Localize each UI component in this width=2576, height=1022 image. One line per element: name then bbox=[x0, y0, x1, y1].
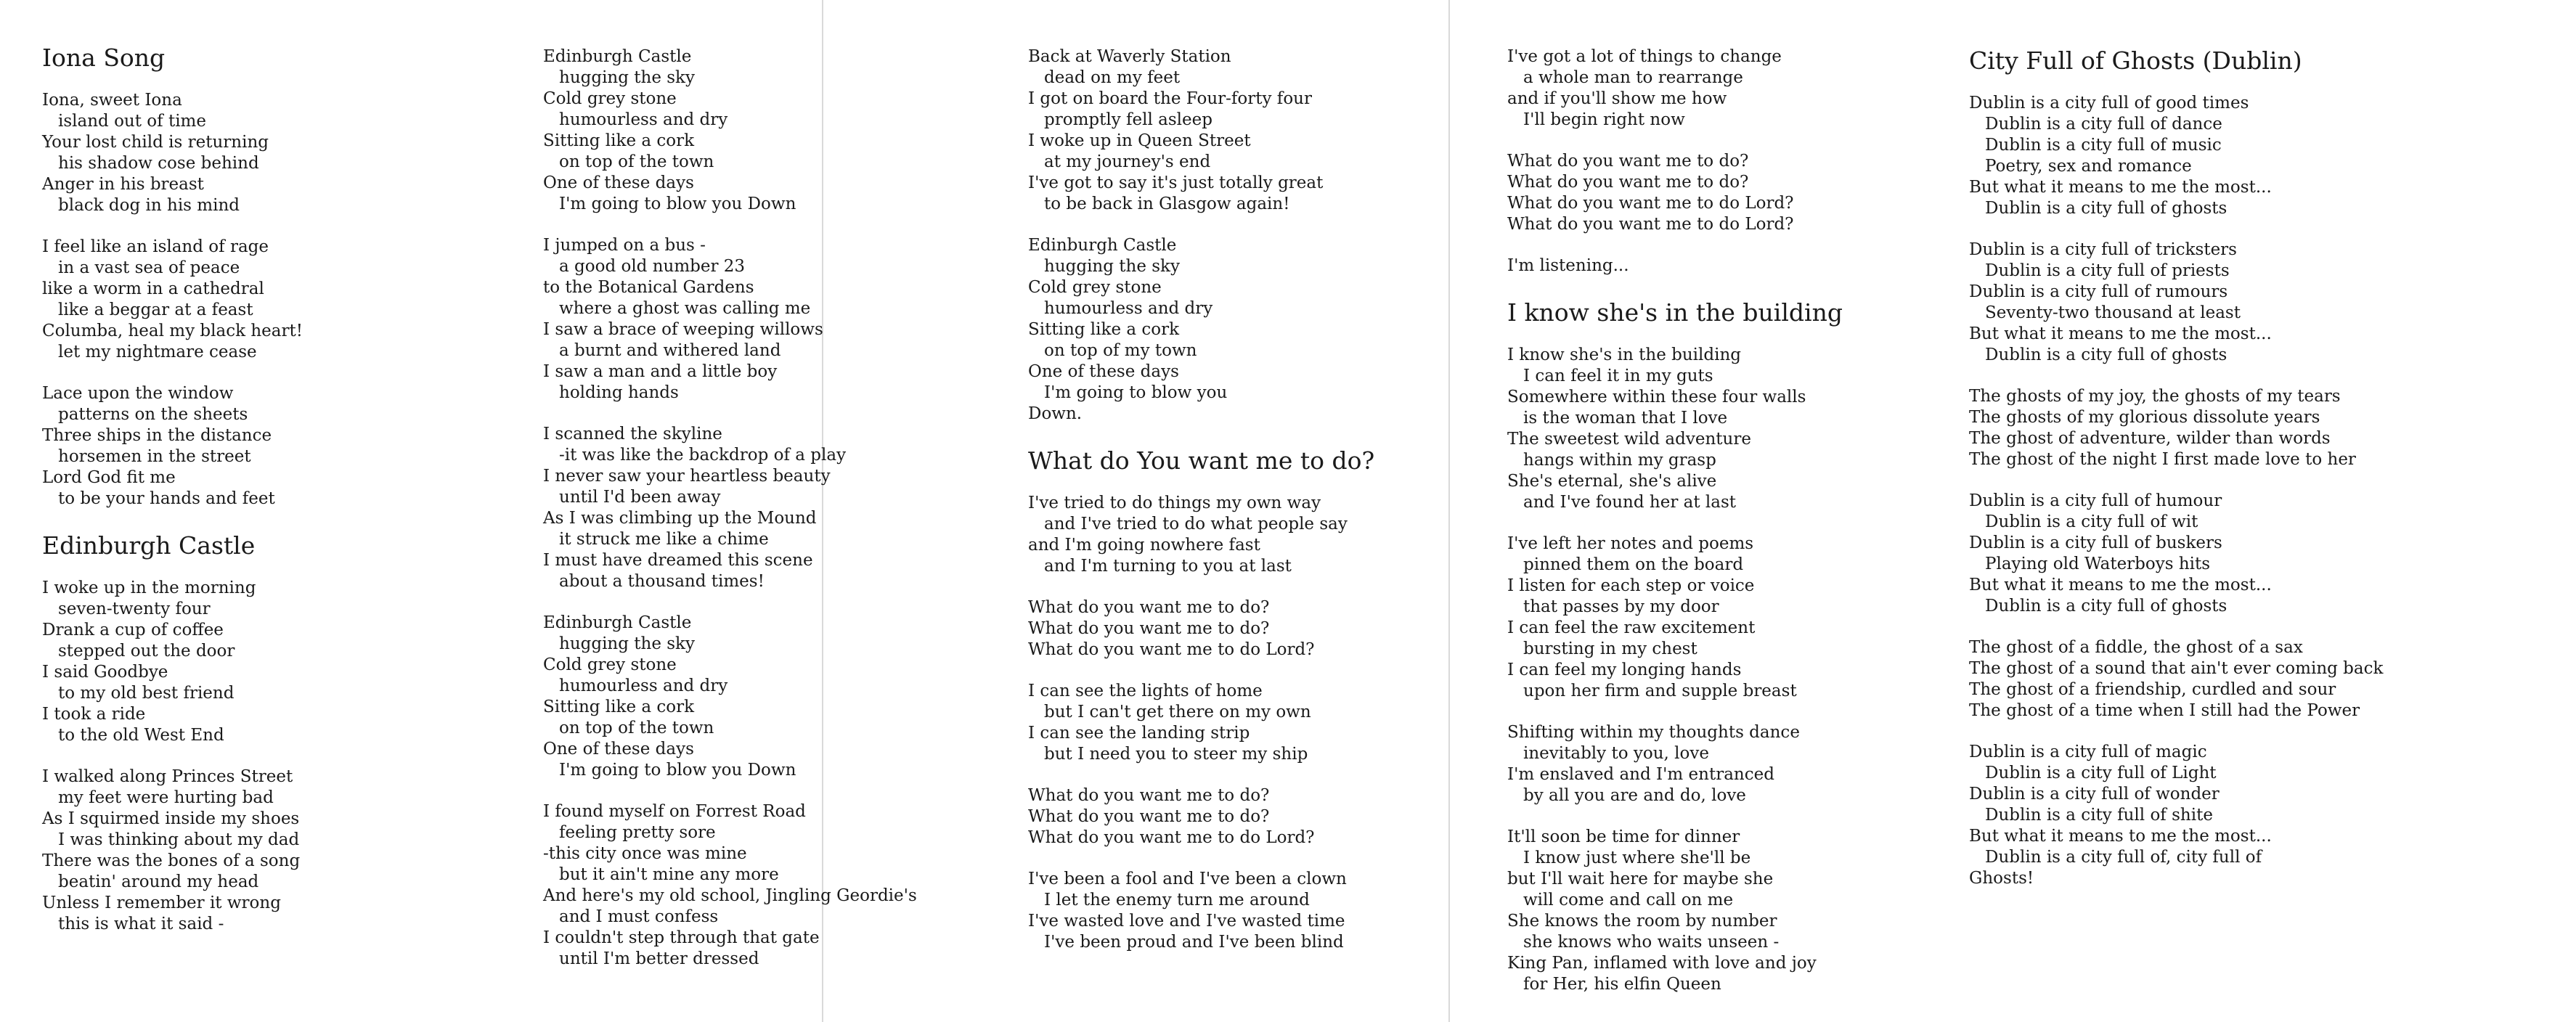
lyric-line: I'm going to blow you bbox=[1044, 383, 1228, 402]
column-4 bbox=[1507, 46, 1928, 1015]
lyric-line: to the Botanical Gardens bbox=[543, 278, 754, 297]
column-1 bbox=[42, 42, 492, 955]
lyric-line: Edinburgh Castle bbox=[543, 613, 692, 632]
lyric-line: Sitting like a cork bbox=[543, 698, 695, 716]
lyric-line: Cold grey stone bbox=[1028, 278, 1162, 297]
lyric-section bbox=[543, 46, 979, 970]
stanza bbox=[543, 801, 979, 970]
lyric-line: my feet were hurting bad bbox=[58, 788, 274, 807]
lyric-line: island out of time bbox=[58, 112, 206, 131]
lyric-line: Dublin is a city full of, city full of bbox=[1985, 848, 2262, 867]
lyric-line: I've wasted love and I've wasted time bbox=[1028, 912, 1345, 931]
lyric-line: Dublin is a city full of tricksters bbox=[1969, 240, 2237, 259]
lyric-line: at my journey's end bbox=[1044, 152, 1211, 171]
lyric-line: She's eternal, she's alive bbox=[1507, 472, 1717, 491]
lyric-line: about a thousand times! bbox=[559, 572, 765, 591]
lyric-line: patterns on the sheets bbox=[58, 405, 248, 424]
lyric-line: I can see the landing strip bbox=[1028, 724, 1250, 743]
lyric-line: it struck me like a chime bbox=[559, 530, 769, 549]
lyric-section bbox=[1507, 297, 1928, 995]
stanza bbox=[1028, 46, 1435, 215]
lyric-line: hangs within my grasp bbox=[1523, 451, 1716, 470]
stanza bbox=[1969, 491, 2419, 617]
stanza bbox=[1028, 597, 1435, 661]
lyric-line: Edinburgh Castle bbox=[543, 47, 692, 66]
lyric-line: Down. bbox=[1028, 404, 1083, 423]
lyric-line: inevitably to you, love bbox=[1523, 744, 1709, 763]
lyric-line: I listen for each step or voice bbox=[1507, 576, 1755, 595]
lyric-line: Cold grey stone bbox=[543, 89, 677, 108]
lyric-line: beatin' around my head bbox=[58, 872, 259, 891]
lyric-line: promptly fell asleep bbox=[1044, 110, 1212, 129]
lyric-line: The ghosts of my glorious dissolute years bbox=[1969, 408, 2320, 427]
lyric-line: on top of the town bbox=[559, 152, 714, 171]
lyric-line: I've been proud and I've been blind bbox=[1044, 933, 1344, 952]
lyric-line: What do you want me to do Lord? bbox=[1507, 215, 1794, 234]
lyric-line: Dublin is a city full of magic bbox=[1969, 743, 2207, 761]
lyric-line: I got on board the Four-forty four bbox=[1028, 89, 1312, 108]
lyric-line: I know she's in the building bbox=[1507, 346, 1741, 364]
lyric-line: She knows the room by number bbox=[1507, 912, 1777, 931]
lyric-line: and I've tried to do what people say bbox=[1044, 515, 1348, 534]
lyric-line: Lord God fit me bbox=[42, 468, 176, 487]
lyric-line: The ghost of a friendship, curdled and sour bbox=[1969, 680, 2336, 699]
lyric-line: on top of my town bbox=[1044, 341, 1197, 360]
lyric-line: this is what it said - bbox=[58, 915, 224, 933]
lyric-line: seven-twenty four bbox=[58, 600, 211, 618]
lyric-line: for Her, his elfin Queen bbox=[1523, 975, 1721, 994]
lyric-section bbox=[1507, 46, 1928, 277]
lyric-line: Dublin is a city full of wit bbox=[1985, 512, 2198, 531]
lyric-line: I've left her notes and poems bbox=[1507, 534, 1754, 553]
lyric-line: I've got a lot of things to change bbox=[1507, 47, 1782, 66]
lyric-line: Dublin is a city full of humour bbox=[1969, 491, 2222, 510]
lyric-line: Cold grey stone bbox=[543, 655, 677, 674]
lyric-line: The ghost of the night I first made love to her bbox=[1969, 450, 2356, 469]
lyric-line: to my old best friend bbox=[58, 684, 235, 703]
lyric-line: she knows who waits unseen - bbox=[1523, 933, 1780, 952]
lyric-line: Shifting within my thoughts dance bbox=[1507, 723, 1800, 742]
lyric-line: I woke up in Queen Street bbox=[1028, 131, 1251, 150]
lyric-line: What do you want me to do? bbox=[1028, 786, 1270, 805]
lyric-line: Dublin is a city full of buskers bbox=[1969, 534, 2222, 552]
lyric-line: The sweetest wild adventure bbox=[1507, 430, 1751, 449]
lyric-line: a whole man to rearrange bbox=[1523, 68, 1743, 87]
lyric-line: What do you want me to do Lord? bbox=[1028, 828, 1315, 847]
lyric-line: in a vast sea of peace bbox=[58, 258, 240, 277]
song-title: What do You want me to do? bbox=[1028, 446, 1375, 475]
lyric-line: I scanned the skyline bbox=[543, 425, 722, 443]
lyric-line: his shadow cose behind bbox=[58, 154, 259, 173]
lyric-line: Columba, heal my black heart! bbox=[42, 322, 303, 340]
lyric-line: I can feel it in my guts bbox=[1523, 367, 1713, 385]
lyric-line: Somewhere within these four walls bbox=[1507, 388, 1806, 406]
lyric-line: As I was climbing up the Mound bbox=[543, 509, 817, 528]
lyric-line: humourless and dry bbox=[559, 110, 728, 129]
lyric-line: I woke up in the morning bbox=[42, 579, 256, 597]
lyric-line: to be back in Glasgow again! bbox=[1044, 195, 1290, 213]
stanza bbox=[1507, 722, 1928, 806]
lyric-section bbox=[1028, 445, 1435, 953]
lyric-line: The ghost of a time when I still had the Power bbox=[1969, 701, 2360, 720]
stanza bbox=[1969, 93, 2419, 219]
lyric-line: The ghosts of my joy, the ghosts of my tears bbox=[1969, 387, 2341, 406]
lyric-line: I never saw your heartless beauty bbox=[543, 467, 831, 486]
lyric-line: I walked along Princes Street bbox=[42, 767, 293, 786]
lyric-line: One of these days bbox=[1028, 362, 1179, 381]
lyric-line: I'm going to blow you Down bbox=[559, 761, 796, 780]
lyric-line: Drank a cup of coffee bbox=[42, 621, 224, 639]
lyric-line: As I squirmed inside my shoes bbox=[42, 809, 300, 828]
lyric-line: I can see the lights of home bbox=[1028, 682, 1263, 700]
lyric-line: I saw a brace of weeping willows bbox=[543, 320, 823, 339]
lyric-line: Dublin is a city full of ghosts bbox=[1985, 597, 2227, 616]
lyric-line: What do you want me to do Lord? bbox=[1028, 640, 1315, 659]
lyric-line: pinned them on the board bbox=[1523, 555, 1744, 574]
lyric-line: I can feel the raw excitement bbox=[1507, 618, 1756, 637]
lyric-line: bursting in my chest bbox=[1523, 639, 1697, 658]
lyric-line: Poetry, sex and romance bbox=[1985, 157, 2192, 176]
lyric-line: Ghosts! bbox=[1969, 869, 2034, 888]
lyric-line: humourless and dry bbox=[559, 676, 728, 695]
song-title: City Full of Ghosts (Dublin) bbox=[1969, 46, 2302, 75]
lyric-section bbox=[42, 42, 492, 510]
lyric-line: like a worm in a cathedral bbox=[42, 279, 264, 298]
lyric-section bbox=[1028, 46, 1435, 425]
lyric-line: a good old number 23 bbox=[559, 257, 746, 276]
lyric-line: The ghost of adventure, wilder than words bbox=[1969, 429, 2331, 448]
lyric-line: Playing old Waterboys hits bbox=[1985, 555, 2211, 573]
lyric-line: like a beggar at a feast bbox=[58, 301, 253, 319]
lyric-line: What do you want me to do Lord? bbox=[1507, 194, 1794, 213]
lyric-line: black dog in his mind bbox=[58, 196, 240, 215]
stanza bbox=[1507, 151, 1928, 235]
stanza bbox=[1969, 386, 2419, 470]
lyric-line: upon her firm and supple breast bbox=[1523, 682, 1797, 700]
stanza bbox=[543, 613, 979, 781]
lyric-line: Dublin is a city full of ghosts bbox=[1985, 199, 2227, 218]
lyric-line: One of these days bbox=[543, 740, 694, 759]
lyric-line: Dublin is a city full of wonder bbox=[1969, 785, 2220, 804]
lyric-line: hugging the sky bbox=[559, 68, 695, 87]
song-title: I know she's in the building bbox=[1507, 298, 1843, 327]
lyric-line: Sitting like a cork bbox=[1028, 320, 1180, 339]
lyric-line: Lace upon the window bbox=[42, 384, 234, 403]
lyric-line: I can feel my longing hands bbox=[1507, 661, 1742, 679]
lyric-line: I let the enemy turn me around bbox=[1044, 891, 1310, 909]
lyric-line: Dublin is a city full of Light bbox=[1985, 764, 2217, 782]
stanza bbox=[1969, 240, 2419, 366]
lyric-line: I've tried to do things my own way bbox=[1028, 494, 1321, 512]
lyric-line: But what it means to me the most... bbox=[1969, 576, 2272, 594]
stanza bbox=[1969, 742, 2419, 889]
lyric-line: hugging the sky bbox=[559, 634, 695, 653]
lyric-line: a burnt and withered land bbox=[559, 341, 781, 360]
song-title: Edinburgh Castle bbox=[42, 531, 256, 560]
lyric-line: Dublin is a city full of shite bbox=[1985, 806, 2213, 825]
lyric-line: And here's my old school, Jingling Geordie's bbox=[543, 886, 917, 905]
lyric-line: horsemen in the street bbox=[58, 447, 251, 466]
lyric-line: -this city once was mine bbox=[543, 844, 747, 863]
lyric-line: -it was like the backdrop of a play bbox=[559, 446, 847, 465]
lyric-line: on top of the town bbox=[559, 719, 714, 737]
lyric-line: but it ain't mine any more bbox=[559, 865, 779, 884]
lyric-line: But what it means to me the most... bbox=[1969, 178, 2272, 197]
lyric-line: let my nightmare cease bbox=[58, 343, 257, 361]
lyric-line: Back at Waverly Station bbox=[1028, 47, 1231, 66]
column-2 bbox=[543, 46, 979, 990]
lyric-line: I know just where she'll be bbox=[1523, 849, 1751, 867]
lyric-line: The ghost of a fiddle, the ghost of a sax bbox=[1969, 638, 2303, 657]
stanza bbox=[1028, 869, 1435, 953]
stanza bbox=[1028, 681, 1435, 765]
lyric-line: What do you want me to do? bbox=[1507, 152, 1749, 171]
lyric-line: I've been a fool and I've been a clown bbox=[1028, 870, 1347, 888]
lyric-line: Anger in his breast bbox=[42, 175, 204, 194]
lyric-line: and I must confess bbox=[559, 907, 719, 926]
lyric-line: I feel like an island of rage bbox=[42, 237, 269, 256]
stanza bbox=[1028, 235, 1435, 425]
lyric-line: will come and call on me bbox=[1523, 891, 1734, 909]
lyric-line: What do you want me to do? bbox=[1028, 598, 1270, 617]
lyric-line: is the woman that I love bbox=[1523, 409, 1728, 428]
column-3 bbox=[1028, 46, 1435, 973]
stanza bbox=[1969, 637, 2419, 721]
lyric-line: I must have dreamed this scene bbox=[543, 551, 813, 570]
lyric-line: Dublin is a city full of dance bbox=[1985, 115, 2222, 134]
lyric-line: I jumped on a bus - bbox=[543, 236, 706, 255]
lyric-line: Dublin is a city full of music bbox=[1985, 136, 2222, 155]
lyric-line: I said Goodbye bbox=[42, 663, 168, 682]
lyric-line: There was the bones of a song bbox=[42, 851, 301, 870]
lyric-line: Dublin is a city full of priests bbox=[1985, 261, 2230, 280]
lyric-line: I'm enslaved and I'm entranced bbox=[1507, 765, 1774, 784]
lyric-line: I'll begin right now bbox=[1523, 110, 1685, 129]
lyric-line: but I can't get there on my own bbox=[1044, 703, 1311, 721]
lyric-line: Unless I remember it wrong bbox=[42, 894, 281, 912]
stanza bbox=[1507, 534, 1928, 702]
lyric-line: I took a ride bbox=[42, 705, 146, 724]
lyric-line: stepped out the door bbox=[58, 642, 235, 661]
lyric-line: that passes by my door bbox=[1523, 597, 1719, 616]
stanza bbox=[1028, 785, 1435, 849]
stanza bbox=[1507, 345, 1928, 513]
lyric-line: until I'm better dressed bbox=[559, 949, 759, 968]
lyric-line: I saw a man and a little boy bbox=[543, 362, 778, 381]
lyric-line: Dublin is a city full of ghosts bbox=[1985, 346, 2227, 364]
lyric-line: humourless and dry bbox=[1044, 299, 1213, 318]
lyric-line: What do you want me to do? bbox=[1507, 173, 1749, 192]
stanza bbox=[42, 766, 492, 935]
lyric-line: I was thinking about my dad bbox=[58, 830, 300, 849]
lyric-line: Three ships in the distance bbox=[42, 426, 272, 445]
stanza bbox=[543, 424, 979, 592]
stanza bbox=[1507, 46, 1928, 131]
lyric-line: But what it means to me the most... bbox=[1969, 324, 2272, 343]
lyric-line: The ghost of a sound that ain't ever coming back bbox=[1969, 659, 2384, 678]
lyric-line: Seventy-two thousand at least bbox=[1985, 303, 2241, 322]
lyric-line: and I've found her at last bbox=[1523, 493, 1737, 512]
lyric-line: and I'm going nowhere fast bbox=[1028, 536, 1260, 555]
stanza bbox=[42, 90, 492, 216]
lyric-line: Your lost child is returning bbox=[42, 133, 269, 152]
lyric-line: But what it means to me the most... bbox=[1969, 827, 2272, 846]
lyric-line: holding hands bbox=[559, 383, 679, 402]
stanza bbox=[42, 237, 492, 363]
lyric-line: hugging the sky bbox=[1044, 257, 1180, 276]
lyric-line: feeling pretty sore bbox=[559, 823, 716, 842]
song-title: Iona Song bbox=[42, 44, 166, 72]
lyric-line: It'll soon be time for dinner bbox=[1507, 827, 1740, 846]
lyric-line: dead on my feet bbox=[1044, 68, 1181, 87]
lyric-line: What do you want me to do? bbox=[1028, 807, 1270, 826]
lyric-line: Iona, sweet Iona bbox=[42, 91, 182, 110]
lyric-line: and I'm turning to you at last bbox=[1044, 557, 1292, 576]
stanza bbox=[1028, 493, 1435, 577]
lyric-line: Dublin is a city full of rumours bbox=[1969, 282, 2228, 301]
lyric-line: and if you'll show me how bbox=[1507, 89, 1727, 108]
lyric-line: where a ghost was calling me bbox=[559, 299, 811, 318]
lyric-line: What do you want me to do? bbox=[1028, 619, 1270, 638]
lyric-line: I'm going to blow you Down bbox=[559, 195, 796, 213]
lyric-line: to the old West End bbox=[58, 726, 224, 745]
lyric-line: I've got to say it's just totally great bbox=[1028, 173, 1324, 192]
stanza bbox=[543, 235, 979, 404]
lyric-line: by all you are and do, love bbox=[1523, 786, 1746, 805]
column-5 bbox=[1969, 45, 2419, 909]
lyric-line: Dublin is a city full of good times bbox=[1969, 94, 2249, 113]
lyric-line: I'm listening... bbox=[1507, 256, 1629, 275]
lyric-line: Sitting like a cork bbox=[543, 131, 695, 150]
lyric-line: Edinburgh Castle bbox=[1028, 236, 1177, 255]
lyric-line: but I need you to steer my ship bbox=[1044, 745, 1308, 764]
lyric-section bbox=[42, 530, 492, 935]
stanza bbox=[1507, 827, 1928, 995]
lyric-line: to be your hands and feet bbox=[58, 489, 275, 508]
lyric-line: but I'll wait here for maybe she bbox=[1507, 870, 1774, 888]
lyric-line: King Pan, inflamed with love and joy bbox=[1507, 954, 1817, 973]
lyric-line: until I'd been away bbox=[559, 488, 721, 507]
lyric-line: I couldn't step through that gate bbox=[543, 928, 820, 947]
lyric-line: I found myself on Forrest Road bbox=[543, 802, 806, 821]
page-fold-line-2 bbox=[1448, 0, 1450, 1022]
stanza bbox=[1507, 256, 1928, 277]
stanza bbox=[42, 578, 492, 746]
stanza bbox=[543, 46, 979, 215]
lyric-section bbox=[1969, 45, 2419, 889]
stanza bbox=[42, 383, 492, 510]
lyric-line: One of these days bbox=[543, 173, 694, 192]
